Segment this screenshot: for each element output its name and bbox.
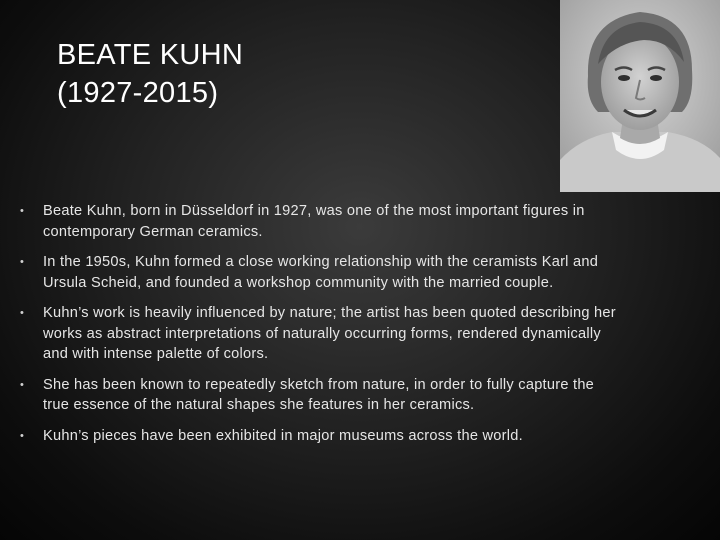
portrait-illustration (560, 0, 720, 192)
bullet-item (20, 201, 620, 242)
bullet-list (20, 201, 620, 456)
title-years: (1927-2015) (57, 77, 219, 109)
bullet-dot: • (20, 429, 25, 442)
bullet-text: Kuhn’s pieces have been exhibited in major museums across the world. (43, 427, 523, 444)
bullet-dot: • (20, 307, 25, 319)
slide-title (57, 36, 477, 112)
bullet-dot: • (20, 256, 25, 268)
bullet-item (20, 375, 620, 416)
bullet-text: She has been known to repeatedly sketch from nature, in order to fully capture the true essence of the natural shapes she features in her ceramics. (43, 376, 595, 413)
bullet-item (20, 426, 620, 447)
portrait-photo (560, 0, 720, 192)
bullet-text: Kuhn’s work is heavily influenced by nature; the artist has been quoted describing her works as abstract interpretations of naturally occurring forms, rendered dynamically and with intense palette of colors. (43, 305, 616, 362)
bullet-dot: • (20, 378, 25, 391)
bullet-text: Beate Kuhn, born in Düsseldorf in 1927, was one of the most important figures in contemporary German ceramics. (43, 203, 585, 240)
title-name: BEATE KUHN (57, 39, 244, 71)
bullet-text: In the 1950s, Kuhn formed a close working relationship with the ceramists Karl and Ursula Scheid, and founded a workshop community with the married couple. (43, 254, 599, 291)
bullet-dot: • (20, 205, 25, 217)
bullet-item (20, 303, 620, 365)
bullet-item (20, 252, 620, 293)
